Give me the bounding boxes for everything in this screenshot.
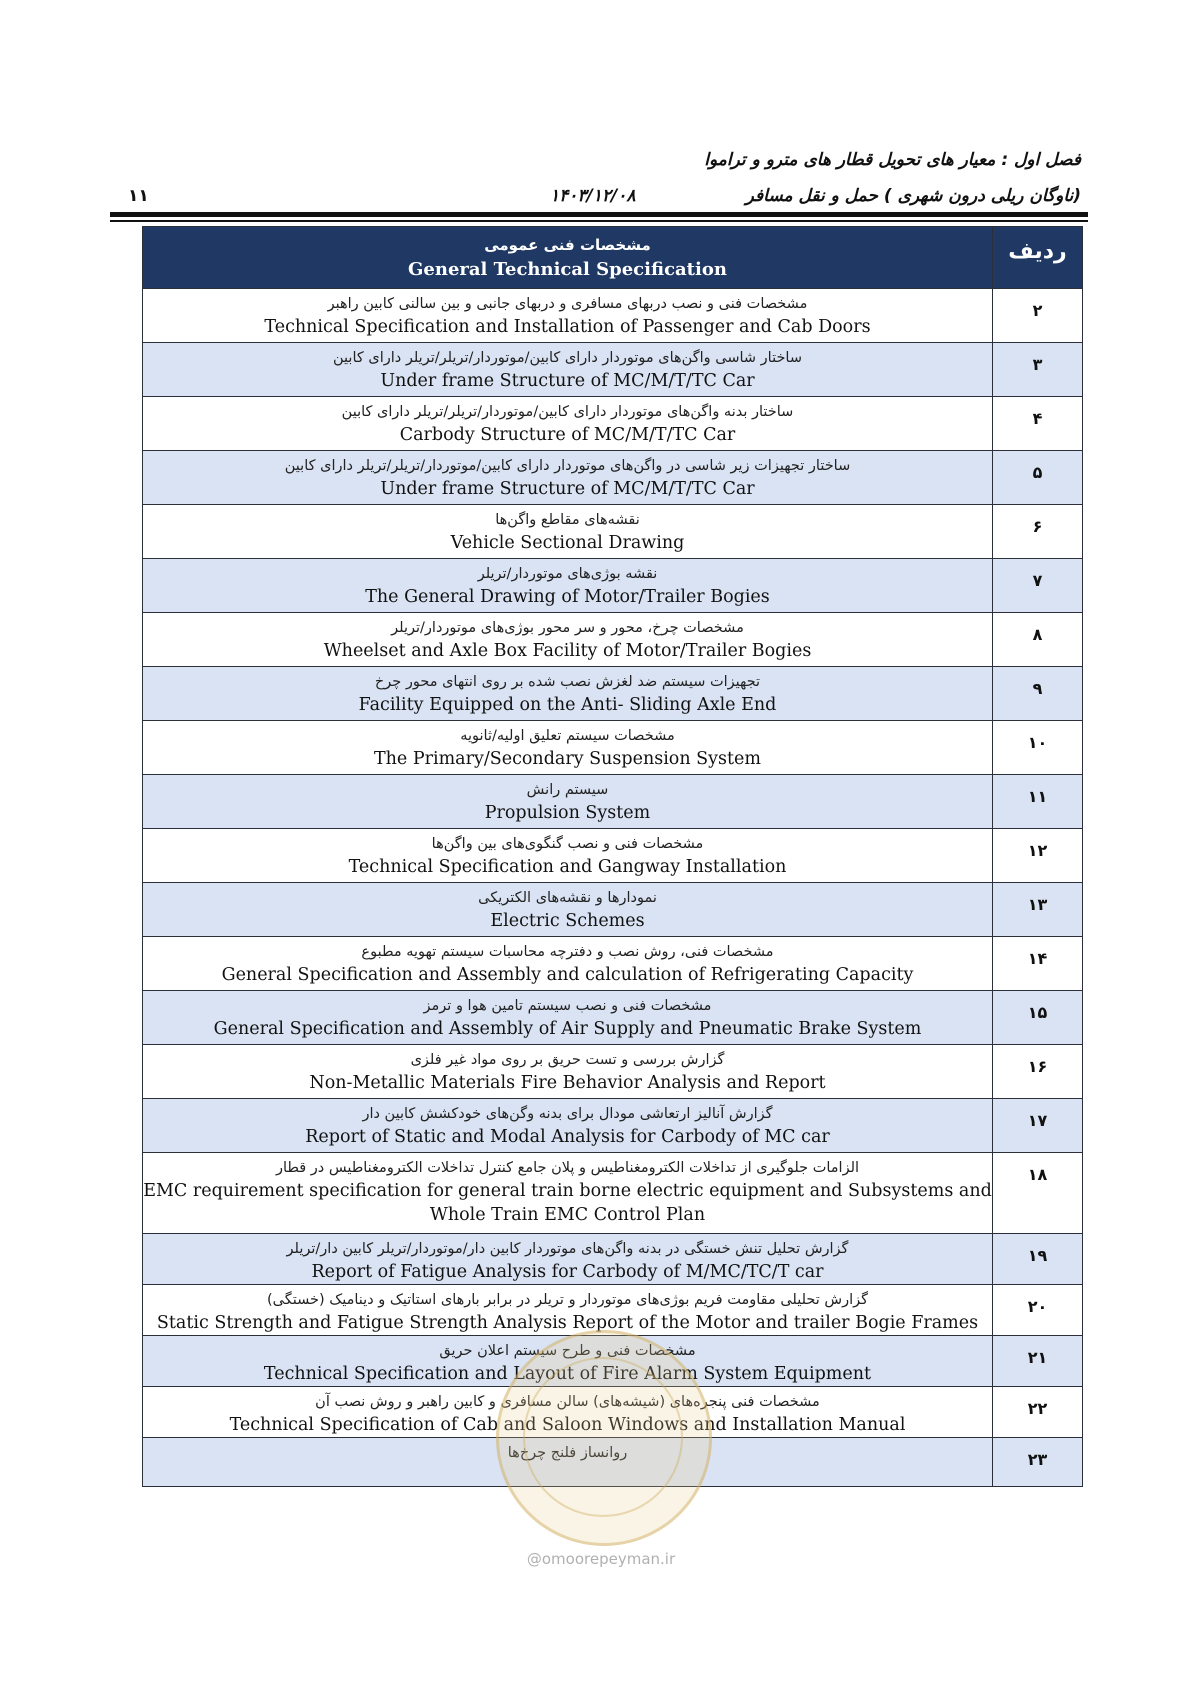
spec-title-en: Static Strength and Fatigue Strength Analysis Report of the Motor and trailer Bogie Frames [156, 1313, 979, 1333]
spec-title-fa: نقشه‌های مقاطع واگن‌ها [495, 512, 640, 528]
watermark-seal-inner-ring [523, 1357, 683, 1517]
row-number: ۲۳ [993, 1438, 1083, 1487]
row-number: ۲۲ [993, 1387, 1083, 1438]
table-row [143, 1099, 1083, 1153]
spec-title-en: Under frame Structure of MC/M/T/TC Car [380, 479, 755, 499]
row-number: ۱۵ [993, 991, 1083, 1045]
header-rule-thin [110, 220, 1088, 222]
table-row [143, 613, 1083, 667]
table-row [143, 829, 1083, 883]
spec-title-en: Electric Schemes [490, 911, 645, 931]
table-row [143, 883, 1083, 937]
row-number: ۱۶ [993, 1045, 1083, 1099]
spec-title-en: Technical Specification and Layout of Fire Alarm System Equipment [263, 1364, 872, 1384]
header-spec-fa: مشخصات فنی عمومی [484, 235, 651, 254]
table-row [143, 721, 1083, 775]
spec-title-fa: مشخصات سیستم تعلیق اولیه/ثانویه [460, 728, 675, 744]
spec-title-fa: مشخصات فنی، روش نصب و دفترچه محاسبات سیستم تهویه مطبوع [361, 944, 774, 960]
row-number: ۶ [993, 505, 1083, 559]
header-title-line1: فصل اول : معیار های تحویل قطار های مترو و تراموا [704, 150, 1081, 170]
spec-title-fa: ساختار شاسی واگن‌های موتوردار دارای کابین/موتوردار/تریلر/تریلر دارای کابین [333, 350, 802, 366]
table-row [143, 1285, 1083, 1336]
spec-cell [143, 991, 993, 1045]
spec-title-en: Technical Specification and Installation of Passenger and Cab Doors [264, 317, 871, 337]
spec-cell [143, 343, 993, 397]
spec-title-en: Report of Static and Modal Analysis for Carbody of MC car [305, 1127, 830, 1147]
spec-title-fa: الزامات جلوگیری از تداخلات الکترومغناطیس و پلان جامع کنترل تداخلات الکترومغناطیس در قطار [275, 1160, 860, 1176]
spec-title-fa: روانساز فلنج چرخ‌ها [507, 1445, 628, 1461]
spec-cell [143, 505, 993, 559]
spec-title-fa: مشخصات فنی و نصب سیستم تامین هوا و ترمز [423, 998, 712, 1014]
header-spec-en: General Technical Specification [408, 258, 727, 280]
header-row-label: ردیف [993, 227, 1083, 289]
spec-title-en: Carbody Structure of MC/M/T/TC Car [399, 425, 736, 445]
table-row [143, 667, 1083, 721]
spec-title-fa: مشخصات فنی و نصب دربهای مسافری و دربهای جانبی و بین سالنی کابین راهبر [327, 296, 808, 312]
spec-title-fa: گزارش تحلیل تنش خستگی در بدنه واگن‌های موتوردار کابین دار/موتوردار/تریلر کابین دار/تریلر [286, 1241, 849, 1257]
spec-title-en: The General Drawing of Motor/Trailer Bogies [365, 587, 770, 607]
spec-title-fa: نمودارها و نقشه‌های الکتریکی [478, 890, 657, 906]
table-row [143, 343, 1083, 397]
spec-cell [143, 559, 993, 613]
spec-cell [143, 721, 993, 775]
header-title-line2: (ناوگان ریلی درون شهری ) حمل و نقل مسافر [745, 186, 1081, 206]
spec-title-fa: گزارش آنالیز ارتعاشی مودال برای بدنه وگن‌های خودکشش کابین دار [362, 1106, 773, 1122]
row-number: ۵ [993, 451, 1083, 505]
watermark-text: @omoorepeyman.ir [526, 1550, 676, 1568]
watermark-seal [496, 1330, 712, 1546]
spec-cell [143, 1153, 993, 1234]
spec-title-en: EMC requirement specification for general train borne electric equipment and Subsystems and Whole Train EMC Control Plan [143, 1181, 992, 1225]
table-row [143, 1045, 1083, 1099]
spec-title-fa: گزارش تحلیلی مقاومت فریم بوژی‌های موتوردار و تریلر در برابر بارهای استاتیک و دینامیک (خستگی) [266, 1292, 869, 1308]
spec-title-fa: نقشه بوژی‌های موتوردار/تریلر [477, 566, 658, 582]
spec-title-fa: ساختار بدنه واگن‌های موتوردار دارای کابین/موتوردار/تریلر/تریلر دارای کابین [341, 404, 794, 420]
spec-title-en: Propulsion System [484, 803, 651, 823]
row-number: ۱۰ [993, 721, 1083, 775]
spec-cell [143, 1234, 993, 1285]
table-row [143, 1153, 1083, 1234]
table-row [143, 289, 1083, 343]
table-row [143, 559, 1083, 613]
row-number: ۱۴ [993, 937, 1083, 991]
spec-title-en: General Specification and Assembly and calculation of Refrigerating Capacity [221, 965, 914, 985]
row-number: ۱۸ [993, 1153, 1083, 1234]
row-number: ۱۲ [993, 829, 1083, 883]
row-number: ۲۰ [993, 1285, 1083, 1336]
spec-cell [143, 1045, 993, 1099]
table-header-row [143, 227, 1083, 289]
spec-title-en: Report of Fatigue Analysis for Carbody of M/MC/TC/T car [311, 1262, 824, 1282]
spec-title-fa: سیستم رانش [526, 782, 609, 798]
row-number: ۷ [993, 559, 1083, 613]
spec-cell [143, 775, 993, 829]
table-body [143, 289, 1083, 1487]
row-number: ۱۹ [993, 1234, 1083, 1285]
spec-title-fa: مشخصات چرخ، محور و سر محور بوژی‌های موتوردار/تریلر [391, 620, 744, 636]
spec-title-en: Non-Metallic Materials Fire Behavior Analysis and Report [309, 1073, 826, 1093]
spec-cell [143, 451, 993, 505]
table-row [143, 451, 1083, 505]
header-date: ۱۴۰۳/۱۲/۰۸ [550, 186, 636, 206]
header-spec-cell [143, 227, 993, 289]
table-row [143, 505, 1083, 559]
spec-title-en: General Specification and Assembly of Air Supply and Pneumatic Brake System [213, 1019, 922, 1039]
spec-title-fa: مشخصات فنی پنجره‌های (شیشه‌های) سالن مسافری و کابین راهبر و روش نصب آن [315, 1394, 820, 1410]
spec-cell [143, 883, 993, 937]
spec-cell [143, 1285, 993, 1336]
spec-table [142, 226, 1083, 1487]
spec-title-en: Facility Equipped on the Anti- Sliding Axle End [358, 695, 777, 715]
header-rule-thick [110, 212, 1088, 217]
spec-title-en: Technical Specification and Gangway Installation [348, 857, 787, 877]
spec-cell [143, 397, 993, 451]
spec-cell [143, 613, 993, 667]
spec-title-en: Vehicle Sectional Drawing [450, 533, 685, 553]
spec-title-fa: گزارش بررسی و تست حریق بر روی مواد غیر فلزی [410, 1052, 725, 1068]
row-number: ۱۱ [993, 775, 1083, 829]
table-row [143, 775, 1083, 829]
spec-title-en: Wheelset and Axle Box Facility of Motor/Trailer Bogies [323, 641, 812, 661]
spec-cell [143, 667, 993, 721]
row-number: ۲۱ [993, 1336, 1083, 1387]
row-number: ۳ [993, 343, 1083, 397]
spec-title-en: Under frame Structure of MC/M/T/TC Car [380, 371, 755, 391]
table-row [143, 937, 1083, 991]
table-row [143, 397, 1083, 451]
spec-title-fa: تجهیزات سیستم ضد لغزش نصب شده بر روی انتهای محور چرخ [374, 674, 761, 690]
spec-cell [143, 829, 993, 883]
spec-title-fa: مشخصات فنی و طرح سیستم اعلان حریق [439, 1343, 696, 1359]
spec-cell [143, 289, 993, 343]
table-row [143, 991, 1083, 1045]
spec-title-fa: مشخصات فنی و نصب گنگوی‌های بین واگن‌ها [431, 836, 704, 852]
page-number: ۱۱ [128, 186, 149, 206]
row-number: ۲ [993, 289, 1083, 343]
row-number: ۱۷ [993, 1099, 1083, 1153]
spec-title-en: The Primary/Secondary Suspension System [373, 749, 762, 769]
row-number: ۸ [993, 613, 1083, 667]
spec-title-en: Technical Specification of Cab and Saloon Windows and Installation Manual [229, 1415, 906, 1435]
table-row [143, 1234, 1083, 1285]
spec-title-fa: ساختار تجهیزات زیر شاسی در واگن‌های موتوردار دارای کابین/موتوردار/تریلر/تریلر دارای کابین [284, 458, 851, 474]
spec-cell [143, 1099, 993, 1153]
row-number: ۹ [993, 667, 1083, 721]
row-number: ۱۳ [993, 883, 1083, 937]
row-number: ۴ [993, 397, 1083, 451]
spec-cell [143, 937, 993, 991]
